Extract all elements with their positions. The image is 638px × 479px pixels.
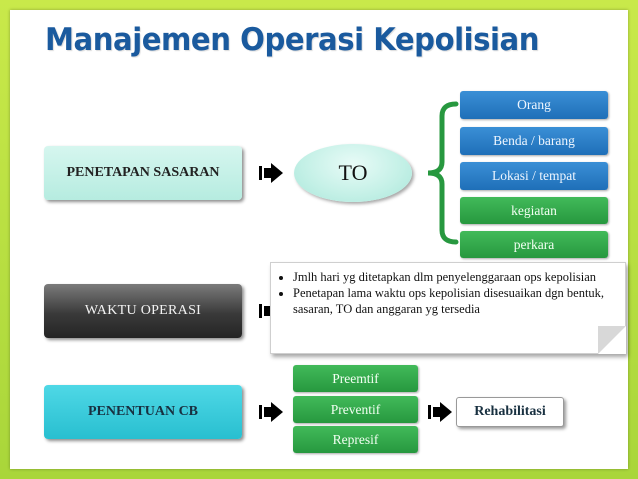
penetapan-sasaran-label: PENETAPAN SASARAN	[66, 165, 220, 180]
cb-item-label: Preventif	[330, 401, 381, 417]
right-arrow-icon	[428, 402, 452, 422]
waktu-operasi-label: WAKTU OPERASI	[84, 303, 202, 318]
target-item-perkara	[460, 231, 608, 258]
penentuan-cb-label: PENENTUAN CB	[87, 404, 199, 419]
waktu-operasi-box	[44, 284, 242, 338]
target-item-label: kegiatan	[511, 202, 557, 218]
right-arrow-icon	[259, 163, 283, 183]
note-item: • Jmlh hari yg ditetapkan dlm penyelenggaraan ops kepolisian	[293, 269, 617, 285]
left-brace-icon	[420, 100, 460, 246]
cb-item-preemtif	[293, 365, 418, 392]
target-item-label: Benda / barang	[493, 133, 575, 148]
rehabilitasi-box	[456, 397, 564, 427]
target-item-benda	[460, 127, 608, 155]
note-item: • Penetapan lama waktu ops kepolisian disesuaikan dgn bentuk, sasaran, TO dan anggaran yg tersedia	[293, 285, 617, 317]
to-label: TO	[338, 160, 368, 185]
penetapan-sasaran-box	[44, 146, 242, 200]
waktu-operasi-note	[270, 262, 626, 354]
target-item-label: perkara	[513, 236, 555, 252]
slide-title: Manajemen Operasi Kepolisian	[45, 22, 540, 58]
note-list	[279, 269, 617, 317]
target-item-label: Lokasi / tempat	[492, 168, 576, 183]
right-arrow-icon	[259, 402, 283, 422]
cb-item-label: Preemtif	[332, 370, 379, 386]
page-fold-icon	[598, 326, 626, 354]
rehabilitasi-label: Rehabilitasi	[474, 404, 546, 419]
target-item-kegiatan	[460, 197, 608, 224]
target-item-lokasi	[460, 162, 608, 190]
cb-item-preventif	[293, 396, 418, 423]
target-item-label: Orang	[517, 97, 551, 112]
penentuan-cb-box	[44, 385, 242, 439]
cb-item-represif	[293, 426, 418, 453]
target-item-orang	[460, 91, 608, 119]
to-oval	[294, 144, 412, 202]
cb-item-label: Represif	[332, 431, 379, 447]
